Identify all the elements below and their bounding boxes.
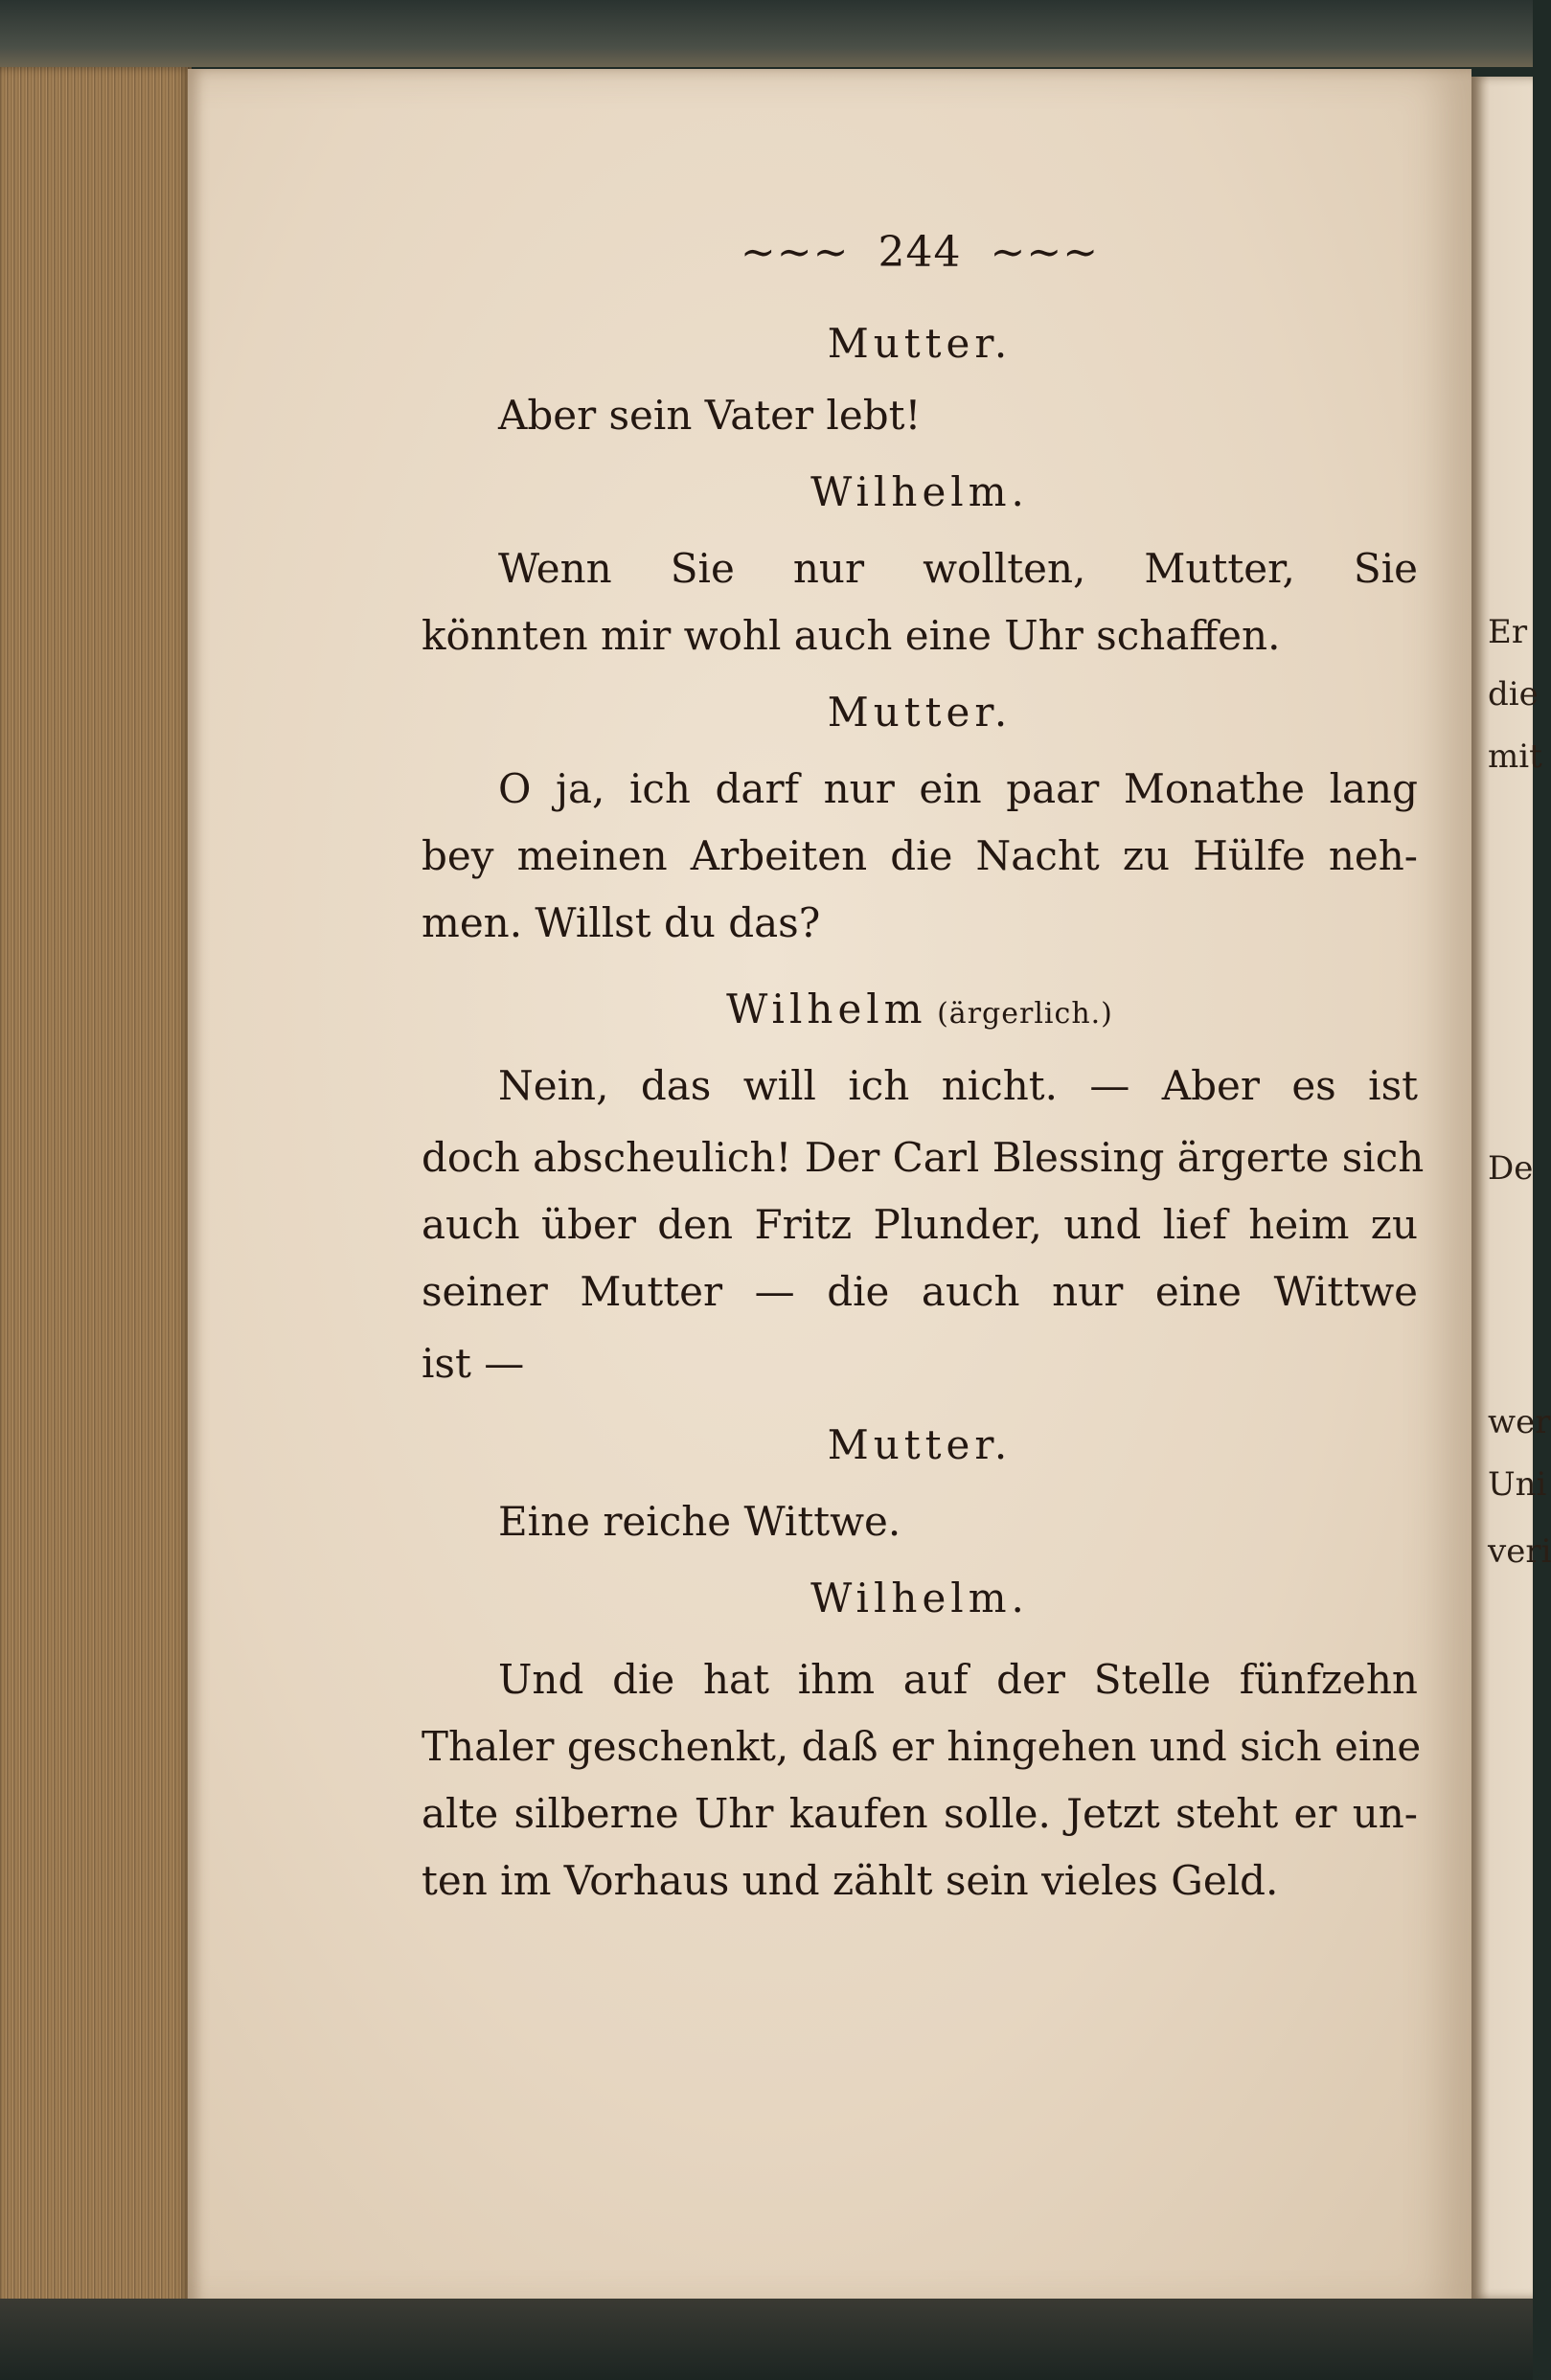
- speaker-label: Mutter.: [827, 689, 1013, 736]
- next-page-edge: [1471, 77, 1551, 2299]
- page-number: 244: [878, 228, 962, 277]
- speaker-label: Wilhelm.: [810, 468, 1029, 515]
- speaker-name: [422, 680, 1418, 745]
- text-line: Nein, das will ich nicht. — Aber es ist: [498, 1062, 1418, 1109]
- text-line: ten im Vorhaus und zählt sein vieles Geld.: [422, 1857, 1279, 1904]
- text-line: könnten mir wohl auch eine Uhr schaffen.: [422, 612, 1281, 659]
- speaker-label: Mutter.: [827, 1421, 1013, 1468]
- text-line: seiner Mutter — die auch nur eine Wittwe: [422, 1268, 1418, 1315]
- text-line: Eine reiche Wittwe.: [498, 1498, 901, 1545]
- text-line: bey meinen Arbeiten die Nacht zu Hülfe neh-: [422, 832, 1418, 879]
- speaker-name: [422, 311, 1418, 376]
- speaker-name: [422, 460, 1418, 525]
- speaker-label: Mutter.: [827, 320, 1013, 367]
- text-line: O ja, ich darf nur ein paar Monathe lang: [498, 765, 1418, 812]
- text-line: doch abscheulich! Der Carl Blessing ärgerte sich: [422, 1134, 1425, 1181]
- next-page-fragment: Er: [1488, 613, 1528, 651]
- speaker-label: Wilhelm.: [810, 1575, 1029, 1621]
- ornament-left: ~~~: [740, 228, 850, 277]
- top-shadow: [0, 0, 1533, 67]
- text-line: auch über den Fritz Plunder, und lief heim zu: [422, 1201, 1418, 1248]
- bottom-shadow: [0, 2299, 1533, 2380]
- text-line: Thaler geschenkt, daß er hingehen und sich eine: [422, 1723, 1422, 1770]
- speaker-label: Wilhelm: [726, 986, 927, 1032]
- text-line: alte silberne Uhr kaufen solle. Jetzt steht er un-: [422, 1790, 1418, 1837]
- speaker-name: [422, 977, 1418, 1047]
- text-line: Aber sein Vater lebt!: [498, 392, 922, 439]
- next-page-fragment: Uni: [1488, 1465, 1547, 1504]
- stage-direction: (ärgerlich.): [926, 997, 1113, 1031]
- text-line: ist —: [422, 1340, 525, 1387]
- text-line: men. Willst du das?: [422, 899, 821, 946]
- next-page-fragment: mit: [1488, 737, 1542, 776]
- speaker-name: [422, 1413, 1418, 1478]
- speaker-name: [422, 1566, 1418, 1631]
- next-page-fragment: die: [1488, 675, 1539, 714]
- page-edges: [0, 67, 192, 2308]
- next-page-fragment: wer: [1488, 1403, 1551, 1441]
- text-line: Wenn Sie nur wollten, Mutter, Sie: [498, 545, 1418, 592]
- ornament-right: ~~~: [990, 228, 1100, 277]
- page-header: [422, 220, 1418, 285]
- text-line: Und die hat ihm auf der Stelle fünfzehn: [498, 1656, 1418, 1703]
- next-page-fragment: De: [1488, 1149, 1534, 1188]
- next-page-fragment: veri: [1488, 1532, 1551, 1571]
